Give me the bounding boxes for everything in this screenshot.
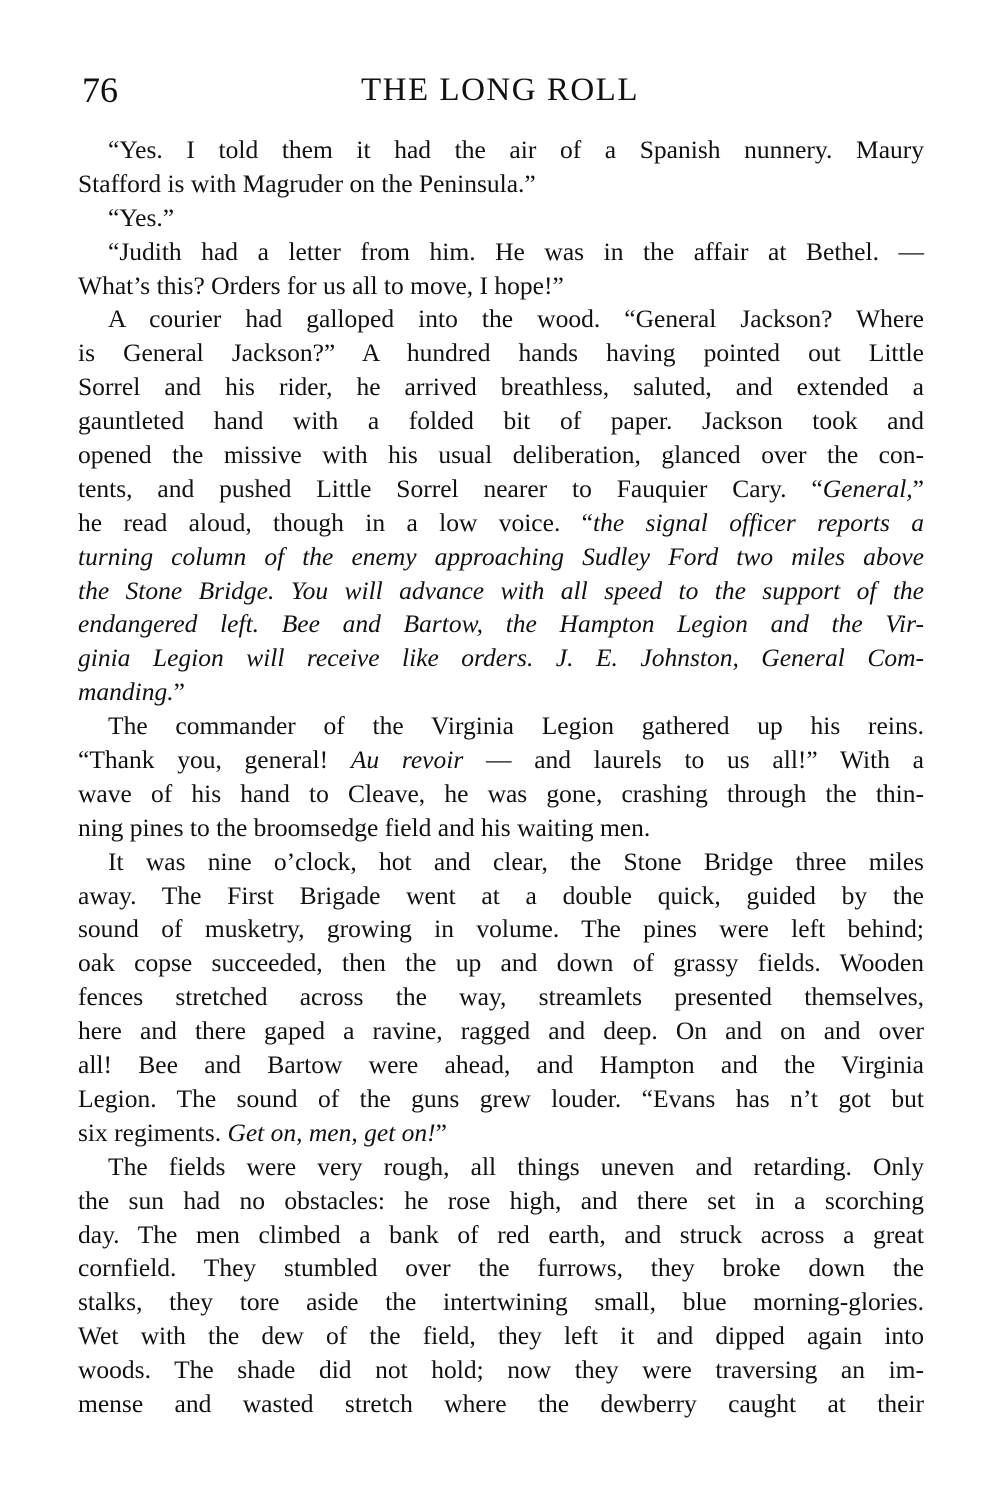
text-segment: day. The men climbed a bank of red earth, and struck across a great: [78, 1219, 924, 1249]
text-line: [78, 912, 924, 946]
text-segment: mense and wasted stretch where the dewberry caught at their: [78, 1388, 924, 1418]
text-segment: “Thank you, general!: [78, 745, 351, 775]
text-line: [78, 1387, 924, 1421]
text-line: [78, 133, 924, 167]
text-segment: A courier had galloped into the wood. “General Jackson? Where: [108, 304, 924, 334]
text-line: [78, 1184, 924, 1218]
text-segment: six regiments.: [78, 1117, 228, 1147]
text-segment: It was nine o’clock, hot and clear, the Stone Bridge three miles: [108, 846, 924, 876]
text-segment: he read aloud, though in a low voice. “: [78, 507, 594, 537]
text-line: [78, 167, 924, 201]
text-segment: “Yes. I told them it had the air of a Spanish nunnery. Maury: [108, 135, 924, 164]
text-segment: tents, and pushed Little Sorrel nearer to Fauquier Cary. “: [78, 473, 823, 503]
text-line: [78, 946, 924, 980]
text-segment: Sorrel and his rider, he arrived breathless, saluted, and extended a: [78, 372, 924, 402]
text-segment: Legion. The sound of the guns grew louder. “Evans has n’t got but: [78, 1083, 924, 1113]
text-segment: The fields were very rough, all things uneven and retarding. Only: [108, 1151, 924, 1181]
text-segment: oak copse succeeded, then the up and down of grassy fields. Wooden: [78, 948, 924, 978]
text-line: [78, 370, 924, 404]
text-segment: Wet with the dew of the field, they left it and dipped again into: [78, 1321, 924, 1351]
text-segment: is General Jackson?” A hundred hands having pointed out Little: [78, 338, 924, 368]
text-line: [78, 1285, 924, 1319]
page-number: 76: [82, 70, 118, 110]
italic-text: the signal officer reports a: [593, 507, 924, 537]
text-line: [78, 506, 924, 540]
text-line: [78, 302, 924, 336]
text-segment: gauntleted hand with a folded bit of paper. Jackson took and: [78, 406, 924, 436]
text-line: [78, 1116, 924, 1150]
text-line: [78, 1251, 924, 1285]
text-line: [78, 980, 924, 1014]
text-line: [78, 1048, 924, 1082]
text-line: [78, 1082, 924, 1116]
text-line: [78, 709, 924, 743]
text-line: [78, 404, 924, 438]
text-line: [78, 201, 924, 235]
italic-text: Au revoir: [350, 745, 464, 775]
italic-text: the Stone Bridge. You will advance with all speed to the support of the: [78, 575, 924, 605]
text-line: [78, 811, 924, 845]
text-line: [78, 472, 924, 506]
text-segment: ”: [435, 1117, 447, 1147]
italic-text: General,: [822, 473, 913, 503]
text-segment: cornfield. They stumbled over the furrows, they broke down the: [78, 1253, 924, 1283]
italic-text: turning column of the enemy approaching Sudley Ford two miles above: [78, 541, 924, 571]
text-line: [78, 641, 924, 675]
text-segment: opened the missive with his usual deliberation, glanced over the con-: [78, 440, 924, 470]
italic-text: Get on, men, get on!: [227, 1117, 436, 1147]
text-line: [78, 438, 924, 472]
text-segment: stalks, they tore aside the intertwining small, blue morning-glories.: [78, 1287, 924, 1317]
italic-text: manding.: [78, 677, 174, 707]
text-line: [78, 1218, 924, 1252]
text-line: [78, 269, 924, 303]
text-segment: all! Bee and Bartow were ahead, and Hampton and the Virginia: [78, 1050, 924, 1080]
italic-text: endangered left. Bee and Bartow, the Hampton Legion and the Vir-: [78, 609, 924, 639]
text-segment: — and laurels to us all!” With a: [463, 745, 925, 775]
text-segment: wave of his hand to Cleave, he was gone, crashing through the thin-: [78, 778, 924, 808]
text-line: [78, 540, 924, 574]
text-line: [78, 777, 924, 811]
text-line: [78, 1014, 924, 1048]
text-line: [78, 1319, 924, 1353]
text-line: [78, 675, 924, 709]
body-text: [78, 133, 924, 1421]
text-segment: woods. The shade did not hold; now they were traversing an im-: [78, 1355, 924, 1385]
running-head: THE LONG ROLL: [361, 72, 639, 108]
text-segment: ning pines to the broomsedge field and his waiting men.: [78, 812, 651, 842]
text-segment: away. The First Brigade went at a double quick, guided by the: [78, 880, 924, 910]
text-segment: What’s this? Orders for us all to move, I hope!”: [78, 270, 564, 300]
text-line: [78, 574, 924, 608]
text-line: [78, 607, 924, 641]
text-segment: here and there gaped a ravine, ragged and deep. On and on and over: [78, 1016, 924, 1046]
text-segment: ”: [173, 677, 185, 707]
text-line: [78, 1150, 924, 1184]
text-line: [78, 235, 924, 269]
text-segment: “Judith had a letter from him. He was in the affair at Bethel. —: [108, 236, 924, 266]
text-segment: The commander of the Virginia Legion gathered up his reins.: [108, 711, 924, 741]
text-line: [78, 743, 924, 777]
text-segment: ”: [912, 473, 924, 503]
text-line: [78, 879, 924, 913]
text-segment: Stafford is with Magruder on the Peninsula.”: [78, 168, 536, 198]
text-segment: sound of musketry, growing in volume. The pines were left behind;: [78, 914, 924, 944]
text-segment: “Yes.”: [108, 202, 175, 232]
text-segment: the sun had no obstacles: he rose high, and there set in a scorching: [78, 1185, 924, 1215]
text-line: [78, 336, 924, 370]
text-line: [78, 845, 924, 879]
italic-text: ginia Legion will receive like orders. J. E. Johnston, General Com-: [78, 643, 924, 673]
text-line: [78, 1353, 924, 1387]
text-segment: fences stretched across the way, streamlets presented themselves,: [78, 982, 924, 1012]
